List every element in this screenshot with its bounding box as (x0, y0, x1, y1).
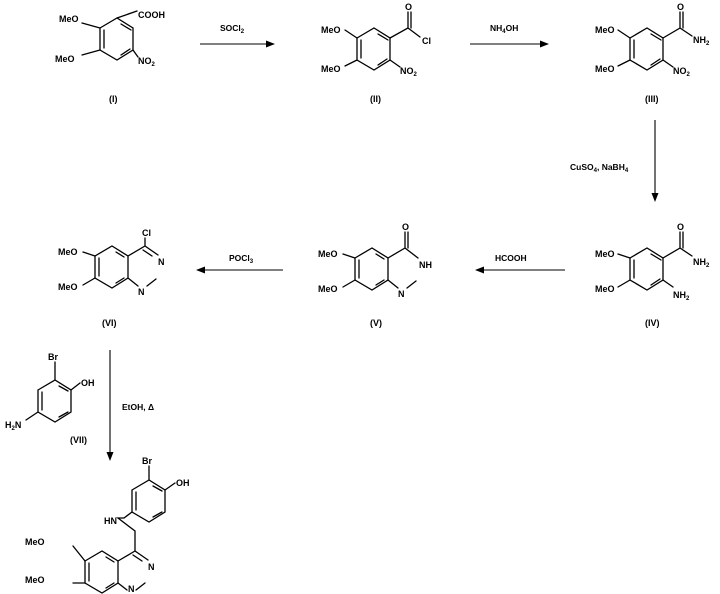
compound-4 (595, 222, 710, 328)
methoxy-label: MeO (59, 14, 79, 24)
amide-label: $NH_2$ (693, 35, 710, 47)
methoxy-label: MeO (321, 25, 341, 35)
bromo-label: Br (48, 352, 59, 362)
compound-7 (5, 352, 95, 445)
hydroxyl-label: OH (176, 478, 190, 488)
product-compound (25, 456, 190, 594)
carboxyl-label: COOH (138, 10, 165, 20)
compound-label: (IV) (645, 318, 660, 328)
ring-n-label: N (128, 584, 135, 594)
compound-label: (I) (109, 94, 118, 104)
compound-3 (595, 2, 710, 104)
amide-label: $NH_2$ (693, 257, 710, 269)
methoxy-label: MeO (55, 54, 75, 64)
methoxy-label: MeO (595, 64, 615, 74)
methoxy-label: MeO (58, 247, 78, 257)
arrow-step-5 (196, 253, 283, 274)
reagent-label: EtOH, Δ (122, 402, 155, 412)
methoxy-label: MeO (58, 282, 78, 292)
reagent-label: $NH_4OH$ (490, 23, 519, 35)
compound-label: (VII) (70, 435, 87, 445)
methoxy-label: MeO (595, 249, 615, 259)
oxygen-label: O (405, 2, 413, 12)
compound-label: (VI) (102, 318, 117, 328)
nitro-label: $NO_2$ (400, 66, 417, 78)
compound-1 (55, 10, 165, 104)
oxygen-label: O (677, 2, 685, 12)
nitro-label: $NO_2$ (138, 56, 155, 68)
ring-n-label: N (148, 562, 155, 572)
reagent-label: CuSO$_4$, NaBH$_4$ (570, 162, 629, 174)
reagent-label: POCl$_3$ (229, 253, 254, 265)
arrow-step-4 (475, 253, 565, 274)
methoxy-label: MeO (25, 575, 45, 585)
chloro-label: Cl (142, 228, 151, 238)
oxygen-label: O (677, 222, 685, 232)
methoxy-label: MeO (595, 25, 615, 35)
methoxy-label: MeO (318, 249, 338, 259)
hydroxyl-label: OH (81, 378, 95, 388)
oxygen-label: O (402, 222, 410, 232)
compound-5 (318, 222, 432, 328)
methoxy-label: MeO (25, 537, 45, 547)
methoxy-label: MeO (318, 284, 338, 294)
methoxy-label: MeO (321, 64, 341, 74)
methoxy-label: MeO (595, 284, 615, 294)
ring-n-label: N (158, 257, 165, 267)
arrow-step-1 (200, 23, 275, 48)
arrow-step-3 (570, 120, 659, 202)
amino-linker-label: HN (104, 516, 117, 526)
compound-label: (III) (645, 94, 659, 104)
amine-label: $H_2N$ (5, 420, 22, 432)
nitro-label: $NO_2$ (673, 66, 690, 78)
arrow-step-2 (470, 23, 549, 48)
compound-6 (58, 228, 165, 328)
reagent-label: SOCl$_2$ (220, 23, 245, 35)
compound-2 (321, 2, 431, 104)
reagent-label: HCOOH (495, 253, 527, 263)
compound-label: (V) (370, 318, 382, 328)
compound-label: (II) (370, 94, 381, 104)
amine-label: $NH_2$ (673, 290, 690, 302)
bromo-label: Br (142, 456, 153, 466)
ring-n-label: N (138, 287, 145, 297)
chloro-label: Cl (422, 36, 431, 46)
arrow-step-6 (107, 350, 155, 461)
ring-n-label: N (398, 289, 405, 299)
ring-nh-label: NH (419, 260, 432, 270)
